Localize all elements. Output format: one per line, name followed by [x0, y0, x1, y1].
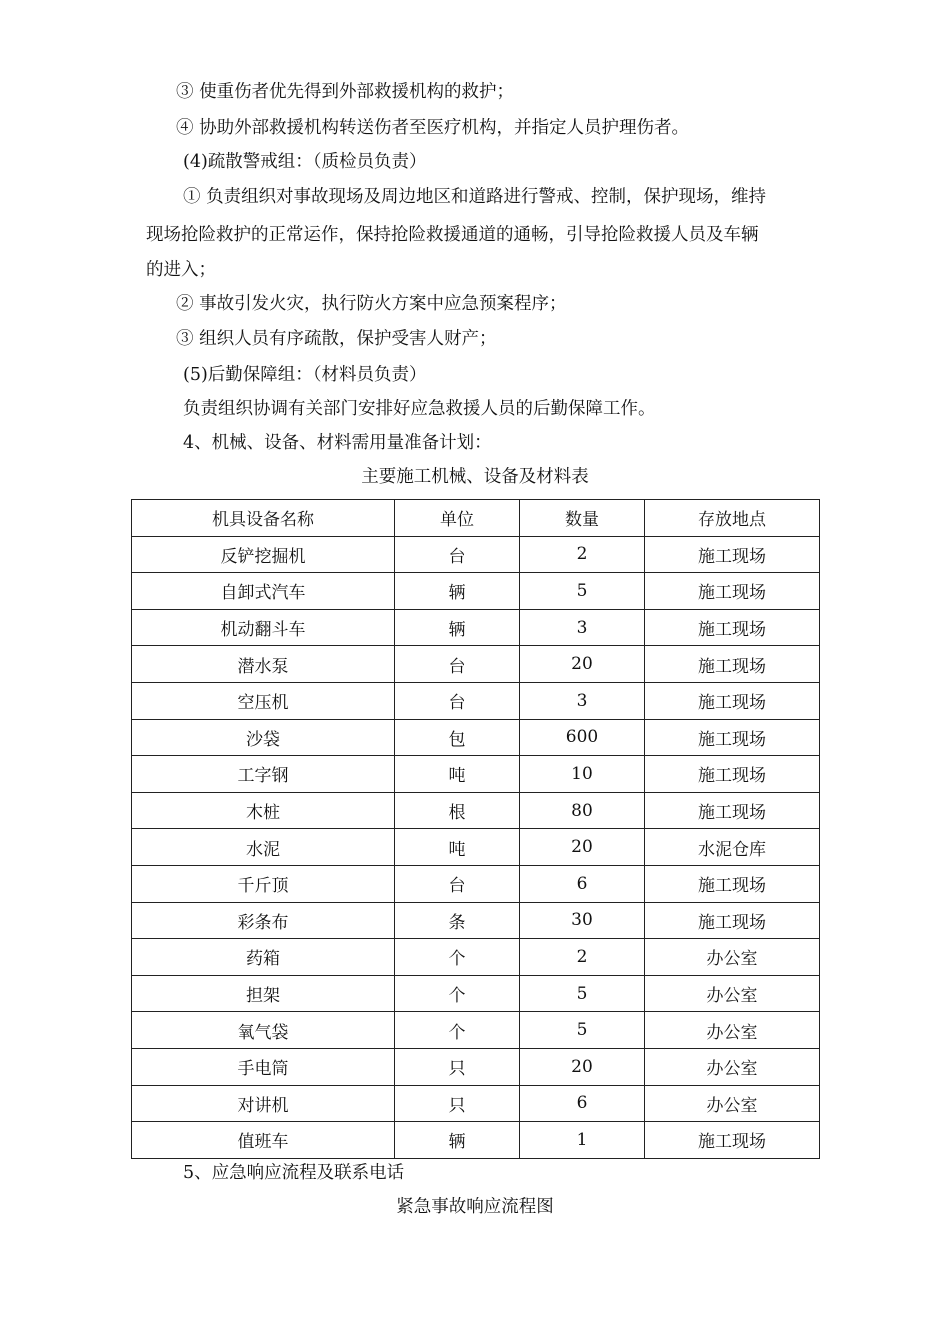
equipment-table	[131, 499, 820, 1159]
cell-quantity: 20	[520, 646, 645, 683]
cell-unit: 台	[395, 536, 520, 573]
cell-location: 办公室	[645, 1085, 820, 1122]
cell-location: 办公室	[645, 1012, 820, 1049]
cell-quantity: 6	[520, 865, 645, 902]
cell-quantity: 3	[520, 682, 645, 719]
table-row	[132, 865, 820, 902]
cell-location: 施工现场	[645, 646, 820, 683]
table-row	[132, 756, 820, 793]
cell-unit: 只	[395, 1085, 520, 1122]
cell-name: 反铲挖掘机	[132, 536, 395, 573]
cell-location: 施工现场	[645, 536, 820, 573]
table-row	[132, 829, 820, 866]
cell-unit: 台	[395, 682, 520, 719]
cell-quantity: 30	[520, 902, 645, 939]
cell-quantity: 5	[520, 975, 645, 1012]
cell-quantity: 2	[520, 939, 645, 976]
cell-unit: 根	[395, 792, 520, 829]
cell-quantity: 20	[520, 829, 645, 866]
cell-unit: 个	[395, 1012, 520, 1049]
cell-location: 施工现场	[645, 865, 820, 902]
header-location: 存放地点	[645, 500, 820, 537]
cell-name: 彩条布	[132, 902, 395, 939]
cell-location: 办公室	[645, 939, 820, 976]
cell-name: 木桩	[132, 792, 395, 829]
cell-name: 药箱	[132, 939, 395, 976]
table-row	[132, 1012, 820, 1049]
paragraph-10: 负责组织协调有关部门安排好应急救援人员的后勤保障工作。	[183, 399, 656, 419]
cell-name: 对讲机	[132, 1085, 395, 1122]
cell-name: 机动翻斗车	[132, 609, 395, 646]
cell-unit: 个	[395, 939, 520, 976]
cell-unit: 台	[395, 865, 520, 902]
cell-quantity: 6	[520, 1085, 645, 1122]
cell-quantity: 3	[520, 609, 645, 646]
cell-location: 施工现场	[645, 573, 820, 610]
cell-location: 施工现场	[645, 609, 820, 646]
paragraph-3: (4)疏散警戒组：（质检员负责）	[183, 152, 427, 172]
cell-name: 工字钢	[132, 756, 395, 793]
table-row	[132, 975, 820, 1012]
table-title: 主要施工机械、设备及材料表	[361, 467, 589, 487]
cell-unit: 包	[395, 719, 520, 756]
cell-unit: 吨	[395, 756, 520, 793]
cell-name: 千斤顶	[132, 865, 395, 902]
cell-quantity: 20	[520, 1048, 645, 1085]
table-row	[132, 939, 820, 976]
paragraph-1: ③ 使重伤者优先得到外部救援机构的救护；	[176, 82, 515, 102]
cell-unit: 台	[395, 646, 520, 683]
cell-quantity: 1	[520, 1122, 645, 1159]
cell-location: 办公室	[645, 975, 820, 1012]
cell-name: 潜水泵	[132, 646, 395, 683]
table-header-row	[132, 500, 820, 537]
cell-unit: 辆	[395, 573, 520, 610]
paragraph-5: 现场抢险救护的正常运作，保持抢险救援通道的通畅，引导抢险救援人员及车辆	[146, 225, 759, 245]
cell-location: 施工现场	[645, 719, 820, 756]
table-row	[132, 792, 820, 829]
cell-unit: 只	[395, 1048, 520, 1085]
paragraph-9: (5)后勤保障组：（材料员负责）	[183, 365, 427, 385]
section-4-heading: 4、机械、设备、材料需用量准备计划：	[183, 433, 492, 453]
table-row	[132, 719, 820, 756]
table-row	[132, 609, 820, 646]
table-row	[132, 1048, 820, 1085]
cell-quantity: 5	[520, 1012, 645, 1049]
cell-name: 空压机	[132, 682, 395, 719]
cell-name: 手电筒	[132, 1048, 395, 1085]
cell-name: 水泥	[132, 829, 395, 866]
cell-unit: 辆	[395, 1122, 520, 1159]
header-quantity: 数量	[520, 500, 645, 537]
header-unit: 单位	[395, 500, 520, 537]
cell-quantity: 600	[520, 719, 645, 756]
cell-unit: 个	[395, 975, 520, 1012]
cell-unit: 条	[395, 902, 520, 939]
table-row	[132, 902, 820, 939]
cell-quantity: 10	[520, 756, 645, 793]
cell-unit: 辆	[395, 609, 520, 646]
cell-location: 施工现场	[645, 1122, 820, 1159]
table-row	[132, 682, 820, 719]
table-row	[132, 536, 820, 573]
paragraph-2: ④ 协助外部救援机构转送伤者至医疗机构，并指定人员护理伤者。	[176, 118, 690, 138]
table-row	[132, 573, 820, 610]
cell-location: 施工现场	[645, 682, 820, 719]
table-row	[132, 1085, 820, 1122]
flowchart-title: 紧急事故响应流程图	[396, 1197, 554, 1217]
table-row	[132, 1122, 820, 1159]
cell-name: 值班车	[132, 1122, 395, 1159]
paragraph-4: ① 负责组织对事故现场及周边地区和道路进行警戒、控制，保护现场，维持	[183, 187, 767, 207]
section-5-heading: 5、应急响应流程及联系电话	[183, 1163, 405, 1183]
cell-location: 水泥仓库	[645, 829, 820, 866]
cell-name: 氧气袋	[132, 1012, 395, 1049]
cell-name: 担架	[132, 975, 395, 1012]
paragraph-8: ③ 组织人员有序疏散，保护受害人财产；	[176, 329, 497, 349]
paragraph-6: 的进入；	[146, 260, 216, 280]
table-row	[132, 646, 820, 683]
cell-name: 自卸式汽车	[132, 573, 395, 610]
cell-unit: 吨	[395, 829, 520, 866]
cell-location: 施工现场	[645, 902, 820, 939]
cell-quantity: 5	[520, 573, 645, 610]
cell-name: 沙袋	[132, 719, 395, 756]
cell-quantity: 80	[520, 792, 645, 829]
cell-quantity: 2	[520, 536, 645, 573]
cell-location: 施工现场	[645, 792, 820, 829]
paragraph-7: ② 事故引发火灾，执行防火方案中应急预案程序；	[176, 294, 567, 314]
cell-location: 施工现场	[645, 756, 820, 793]
header-name: 机具设备名称	[132, 500, 395, 537]
cell-location: 办公室	[645, 1048, 820, 1085]
